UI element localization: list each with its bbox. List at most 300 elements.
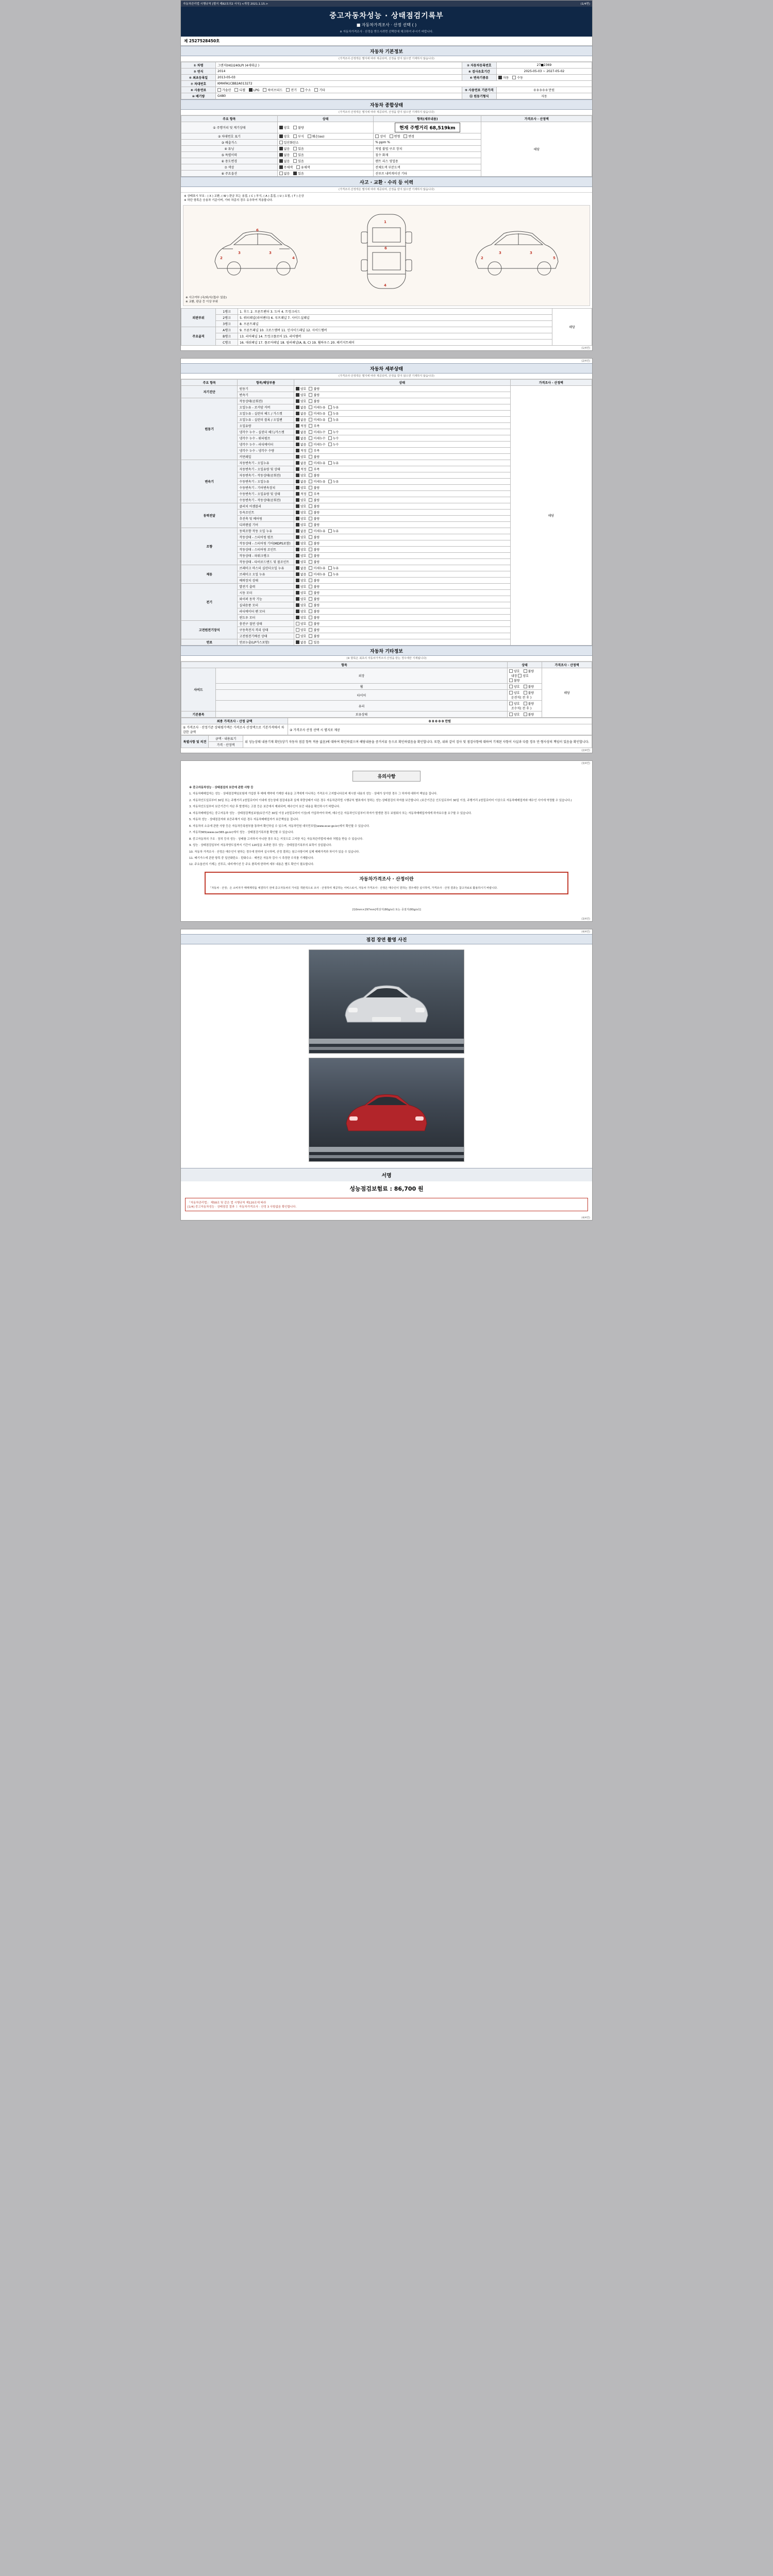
- checkbox-불량[interactable]: [309, 516, 320, 521]
- checkbox-label: 없음: [300, 573, 307, 577]
- checkbox-achromatic[interactable]: 무채색: [279, 165, 293, 170]
- checkbox-label: 양호: [300, 517, 307, 521]
- checkbox-양호[interactable]: [296, 535, 307, 539]
- page-number: (1/4면): [580, 3, 590, 6]
- checkbox-양호[interactable]: [296, 516, 307, 521]
- checkbox-없음[interactable]: [296, 640, 307, 645]
- checkbox-양호[interactable]: [296, 510, 307, 515]
- checkbox-label: 양호: [300, 455, 307, 459]
- checkbox-누유[interactable]: [328, 566, 339, 570]
- table-row: [181, 75, 592, 81]
- checkbox-불량[interactable]: [309, 541, 320, 546]
- checkbox-양호[interactable]: [296, 504, 307, 509]
- overall-row-state-7: [277, 171, 374, 177]
- checkbox-누유[interactable]: [328, 417, 339, 422]
- checkbox-적정[interactable]: [296, 492, 307, 496]
- checkbox-corrosion[interactable]: 부식: [293, 134, 304, 139]
- section-basic-title: 자동차 기본정보: [181, 46, 592, 56]
- checkbox-label: 부족: [313, 449, 320, 453]
- overall-row-state-0: [277, 122, 374, 133]
- detail-item-name: 작동상태 - 스티어링 조인트: [238, 547, 294, 553]
- checkbox-미세누유[interactable]: [309, 417, 325, 422]
- title-subtitle: ■ 자동차가격조사 · 산정 선택 ( ): [356, 23, 417, 27]
- diagram-side-right: [468, 213, 566, 290]
- detail-item-state: [294, 454, 510, 460]
- table-row: [181, 386, 592, 392]
- checkbox-누유[interactable]: [328, 405, 339, 410]
- table-row: [181, 333, 592, 340]
- svg-text:1: 1: [383, 220, 386, 224]
- checkbox-label: 불량: [313, 517, 320, 521]
- svg-text:2: 2: [220, 256, 223, 260]
- checkbox-불량[interactable]: [309, 510, 320, 515]
- checkbox-불량[interactable]: [309, 590, 320, 595]
- notice-item-11: 12. 주요옵션의 기재는 선루프, 내비게이션 등 주요 품목에 한하며 세부 내용은 별도 확인이 필요합니다.: [189, 863, 314, 867]
- detail-item-state: [294, 398, 510, 404]
- checkbox-양호[interactable]: [296, 522, 307, 527]
- checkbox-label: 없음: [300, 641, 307, 645]
- detail-item-state: [294, 491, 510, 497]
- detail-group-0: 자기진단: [181, 386, 238, 398]
- checkbox-co[interactable]: 일산화탄소: [279, 140, 299, 145]
- checkbox-none[interactable]: 없음: [279, 152, 290, 157]
- detail-item-state: [294, 435, 510, 442]
- overall-col-detail: 항목(세부내용): [374, 116, 481, 122]
- basic-value-price: 0 0 0 0 0 만원: [496, 87, 592, 93]
- guarantee-box: [205, 872, 568, 895]
- checkbox-fuel-electric[interactable]: 전기: [286, 88, 297, 92]
- checkbox-label: 없음: [300, 406, 307, 410]
- detail-item-name: 오일누유 - 실린더 블록 / 오일팬: [238, 417, 294, 423]
- checkbox-불량[interactable]: [309, 609, 320, 614]
- detail-item-name: 작동상태 - 스티어링 펌프: [238, 534, 294, 540]
- checkbox-different[interactable]: 상이: [375, 134, 386, 139]
- basic-value-fuel: [216, 87, 462, 93]
- checkbox-label: 미세누유: [313, 412, 326, 416]
- checkbox-label: 누유: [332, 530, 339, 533]
- detail-group-4: 조향: [181, 528, 238, 565]
- other-col-price: 가격조사 · 산정액: [542, 662, 592, 668]
- checkbox-미세누유[interactable]: [309, 411, 325, 416]
- checkbox-양호[interactable]: [296, 473, 307, 478]
- checkbox-있음[interactable]: [309, 640, 320, 645]
- rank-2-items: 5. 쿼터패널(리어팬더) 6. 루프패널 7. 사이드실패널: [238, 315, 552, 321]
- detail-item-state: [294, 442, 510, 448]
- checkbox-trans-manual[interactable]: 수동: [512, 75, 523, 80]
- checkbox-미세누유[interactable]: [309, 566, 325, 570]
- checkbox-deformed[interactable]: 변형: [390, 134, 400, 139]
- checkbox-누유[interactable]: [328, 572, 339, 577]
- form-code: 자동차관리법 시행규칙 [별지 제82호의2 서식] <개정 2021.1.15.>: [183, 3, 268, 6]
- basic-value-regno: 27■2369: [496, 62, 592, 69]
- special-notes-sub-1: 금액 · 내용표기: [209, 736, 243, 742]
- section-other-title: 자동차 기타정보: [181, 646, 592, 656]
- checkbox-없음[interactable]: [296, 405, 307, 410]
- checkbox-적정[interactable]: [296, 467, 307, 471]
- table-header-row: [181, 116, 592, 122]
- checkbox-chromatic[interactable]: 유채색: [296, 165, 310, 170]
- checkbox-부족[interactable]: [309, 423, 320, 428]
- checkbox-none[interactable]: 없음: [279, 159, 290, 163]
- checkbox-불량[interactable]: [309, 454, 320, 459]
- checkbox-불량[interactable]: [309, 393, 320, 397]
- detail-item-name: 고전원전기배선 상태: [238, 633, 294, 639]
- inspection-photo-rear: [309, 1058, 464, 1162]
- overall-col-main: 주요 항목: [181, 116, 278, 122]
- checkbox-불량[interactable]: [309, 621, 320, 626]
- checkbox-label: 불량: [313, 474, 320, 478]
- sheet-2: [180, 358, 593, 753]
- checkbox-damage[interactable]: 훼손(oo): [308, 134, 325, 139]
- detail-item-name: 변속기: [238, 392, 294, 398]
- checkbox-good[interactable]: 양호: [509, 690, 520, 695]
- table-row: [181, 62, 592, 69]
- checkbox-양호[interactable]: [296, 386, 307, 391]
- checkbox-bad[interactable]: 불량: [524, 701, 534, 706]
- checkbox-양호[interactable]: [296, 578, 307, 583]
- checkbox-불량[interactable]: [309, 634, 320, 638]
- accident-price-cell: 해당: [552, 309, 592, 346]
- detail-item-state: [294, 528, 510, 534]
- checkbox-label: 양호: [300, 610, 307, 614]
- detail-item-name: 자동변속기 - 오일누유: [238, 460, 294, 466]
- sheet-4: [180, 929, 593, 1221]
- checkbox-fuel-hybrid[interactable]: 하이브리드: [263, 88, 282, 92]
- detail-col-main: 주요 항목: [181, 380, 238, 386]
- overall-row-label-4: ⑤ 특별이력: [181, 152, 278, 158]
- checkbox-label: 미세누유: [313, 567, 326, 570]
- table-row: [181, 736, 592, 742]
- checkbox-양호[interactable]: [296, 628, 307, 632]
- detail-item-state: [294, 386, 510, 392]
- checkbox-없음[interactable]: [296, 442, 307, 447]
- checkbox-누유[interactable]: [328, 529, 339, 533]
- checkbox-trans-auto[interactable]: 자동: [498, 75, 509, 80]
- special-notes-sub-2: 가격 · 산정액: [209, 742, 243, 748]
- svg-text:6: 6: [384, 246, 387, 250]
- checkbox-label: 누유: [332, 480, 339, 484]
- detail-item-name: 실내송풍 모터: [238, 602, 294, 608]
- other-item-glass: 유리: [216, 701, 508, 711]
- detail-item-state: [294, 429, 510, 435]
- checkbox-불량[interactable]: [309, 399, 320, 403]
- checkbox-불량[interactable]: [309, 597, 320, 601]
- checkbox-fuel-other[interactable]: 기타: [314, 88, 325, 92]
- checkbox-label: 불량: [313, 523, 320, 527]
- detail-item-name: 오일유량: [238, 423, 294, 429]
- checkbox-누유[interactable]: [328, 479, 339, 484]
- checkbox-누유[interactable]: [328, 461, 339, 465]
- checkbox-label: 부족: [313, 493, 320, 496]
- checkbox-미세누유[interactable]: [309, 572, 325, 577]
- table-row: [181, 701, 592, 711]
- detail-item-name: 자동변속기 - 작동상태(공회전): [238, 472, 294, 479]
- checkbox-불량[interactable]: [309, 485, 320, 490]
- rank-group-frame: 주요골격: [181, 327, 216, 346]
- table-row: [181, 668, 592, 684]
- checkbox-label: 미세누수: [313, 431, 326, 434]
- checkbox-없음[interactable]: [296, 461, 307, 465]
- checkbox-양호[interactable]: [296, 590, 307, 595]
- detail-item-name: 자동변속기 - 오일유량 및 상태: [238, 466, 294, 472]
- checkbox-fuel-gasoline[interactable]: 가솔린: [217, 88, 231, 92]
- notice-item-8: 9. 성능 · 상태점검일부터 자동차양도일까지 기간이 120일을 초과한 경우 성능 · 상태점검기록부의 효력이 상실됩니다.: [189, 844, 332, 848]
- checkbox-없음[interactable]: [296, 430, 307, 434]
- checkbox-양호[interactable]: [296, 454, 307, 459]
- basic-label-firstreg: ⑤ 최초등록일: [181, 75, 216, 81]
- detail-group-6: 전기: [181, 584, 238, 621]
- checkbox-fuel-hydrogen[interactable]: 수소: [300, 88, 311, 92]
- overall-row-label-1: ② 차대번호 표기: [181, 133, 278, 140]
- checkbox-미세누수[interactable]: [309, 442, 325, 447]
- checkbox-미세누수[interactable]: [309, 430, 325, 434]
- detail-item-name: 수동변속기 - 작동상태(공회전): [238, 497, 294, 503]
- overall-row-label-5: ⑥ 용도변경: [181, 158, 278, 164]
- checkbox-label: 적정: [300, 449, 307, 453]
- checkbox-label: 양호: [300, 598, 307, 601]
- checkbox-미세누수[interactable]: [309, 436, 325, 440]
- svg-text:4: 4: [383, 283, 386, 287]
- checkbox-bad[interactable]: 불량: [293, 125, 304, 130]
- detail-item-name: 동력조향 작동 오일 누유: [238, 528, 294, 534]
- checkbox-불량[interactable]: [309, 584, 320, 589]
- checkbox-none[interactable]: 없음: [279, 146, 290, 151]
- lift-rail-3: [309, 1147, 464, 1152]
- table-header-row: [181, 662, 592, 668]
- lift-rail-1: [309, 1039, 464, 1044]
- basic-label-vin: ⑦ 차대번호: [181, 81, 216, 87]
- checkbox-bad[interactable]: 불량: [524, 690, 534, 695]
- checkbox-불량[interactable]: [309, 504, 320, 509]
- detail-item-state: [294, 596, 510, 602]
- diagram-side-left: [207, 213, 305, 290]
- detail-item-name: 브레이크 오일 누유: [238, 571, 294, 578]
- detail-item-state: [294, 621, 510, 627]
- price-summary-table: [181, 718, 592, 735]
- checkbox-양호[interactable]: [296, 597, 307, 601]
- checkbox-양호[interactable]: [296, 609, 307, 614]
- checkbox-미세누유[interactable]: [309, 461, 325, 465]
- notice-body: [181, 786, 592, 906]
- checkbox-불량[interactable]: [309, 535, 320, 539]
- other-state-exterior: [508, 668, 542, 684]
- basic-label-year: ③ 연식: [181, 69, 216, 75]
- checkbox-불량[interactable]: [309, 522, 320, 527]
- checkbox-불량[interactable]: [309, 498, 320, 502]
- checkbox-bad[interactable]: 불량: [524, 669, 534, 673]
- svg-text:4: 4: [292, 256, 295, 260]
- section-accident-sub: (가격조사·산정액은 별지에 따라 제공되며, 산정을 받지 않으면 기재하지 않습니다): [181, 187, 592, 193]
- checkbox-label: 양호: [300, 561, 307, 564]
- overall-row-state-2: [277, 140, 374, 146]
- checkbox-bad[interactable]: 불량: [524, 712, 534, 717]
- checkbox-없음[interactable]: [296, 417, 307, 422]
- overall-row-detail-4: 침수 화재: [374, 152, 481, 158]
- checkbox-fuel-diesel[interactable]: 디젤: [234, 88, 245, 92]
- checkbox-label: 불량: [313, 598, 320, 601]
- checkbox-exists[interactable]: 있음: [293, 152, 304, 157]
- table-row: [181, 684, 592, 690]
- checkbox-label: 불량: [313, 610, 320, 614]
- other-table: [181, 662, 592, 718]
- checkbox-양호[interactable]: [296, 553, 307, 558]
- checkbox-good[interactable]: 양호: [509, 669, 520, 673]
- detail-item-state: [294, 608, 510, 615]
- checkbox-없음[interactable]: [296, 436, 307, 440]
- detail-item-state: [294, 510, 510, 516]
- detail-item-name: 윈도우 모터: [238, 615, 294, 621]
- detail-item-name: 와이퍼 동작 기능: [238, 596, 294, 602]
- checkbox-label: 누유: [332, 418, 339, 422]
- checkbox-good[interactable]: 양호: [509, 701, 520, 706]
- checkbox-label: 양호: [300, 499, 307, 502]
- notice-item-4: 5. 자동차 성능 · 상태점검자와 보증주체가 다른 경우 자동차매매업자가 보증책임을 집니다.: [189, 818, 299, 822]
- guarantee-body: 「자동차 · 산정」은 소비자가 매매계약을 체결하기 전에 중고자동차의 가치를 객관적으로 조사 · 산정하여 제공하는 서비스로서, 자동차 가격조사 · 산정은 매수인이 원하는 경우에만 실시하며, 가격조사 · 산정 결과는 참고자료로 활용하시기 바랍니다.: [209, 886, 498, 890]
- checkbox-label: 누수: [332, 437, 339, 440]
- checkbox-exists[interactable]: 있음: [293, 159, 304, 163]
- photo-footer-2: [1/4] 중고자동차성능 · 상태점검 결과 ㅣ 자동차가격조사 · 산정 3 사항없음 확인합니다.: [188, 1206, 297, 1209]
- checkbox-불량[interactable]: [309, 547, 320, 552]
- checkbox-없음[interactable]: [296, 479, 307, 484]
- checkbox-양호[interactable]: [296, 560, 307, 564]
- checkbox-적정[interactable]: [296, 448, 307, 453]
- checkbox-label: 양호: [300, 536, 307, 539]
- detail-item-state: [294, 590, 510, 596]
- checkbox-양호[interactable]: [296, 485, 307, 490]
- final-price-label: 최종 가격조사 · 산정 금액: [181, 718, 288, 724]
- checkbox-불량[interactable]: [309, 553, 320, 558]
- notice-item-9: 10. 자동차 가격조사 · 산정은 매수인이 원하는 경우에 한하여 실시하며, 산정 결과는 참고사항이며 실제 매매가격과 차이가 있을 수 있습니다.: [189, 850, 360, 854]
- checkbox-exists[interactable]: 있음: [293, 146, 304, 151]
- basic-value-engine: 자동: [496, 93, 592, 99]
- checkbox-label: 부족: [313, 425, 320, 428]
- detail-item-name: 브레이크 마스터 실린더오일 누유: [238, 565, 294, 571]
- page-title: 중고자동차성능 · 상태점검기록부: [329, 12, 444, 20]
- checkbox-none[interactable]: 없음: [279, 171, 290, 176]
- checkbox-양호[interactable]: [296, 634, 307, 638]
- checkbox-누수[interactable]: [328, 430, 339, 434]
- basic-value-inspection: 2025-05-03 ~ 2027-05-02: [496, 69, 592, 75]
- special-notes-text: 위 성능상태 내용기재 확인(상기 자동차 점검 항목 적용 없음)에 대하여 확인하였으며 해당내용을 증거서류 등으로 확인하였음을 확인합니다. 또한, 위와 같이 검사 및 점검사항에 대하여 기재된 사항이 사실과 다를 경우 민·형사상의 책임이 있음을 확인합니다.: [243, 736, 592, 748]
- checkbox-양호[interactable]: [296, 399, 307, 403]
- detail-item-state: [294, 460, 510, 466]
- checkbox-양호[interactable]: [296, 615, 307, 620]
- svg-text:3: 3: [499, 251, 502, 255]
- checkbox-good[interactable]: 양호: [518, 673, 529, 678]
- detail-item-name: 디퍼렌셜 기어: [238, 522, 294, 528]
- checkbox-good[interactable]: 양호: [509, 712, 520, 717]
- table-row: [181, 327, 592, 333]
- checkbox-label: 양호: [300, 635, 307, 638]
- checkbox-부족[interactable]: [309, 492, 320, 496]
- overall-row-detail-5: 렌트 리스 영업용: [374, 158, 481, 164]
- checkbox-불량[interactable]: [309, 560, 320, 564]
- overall-row-state-4: [277, 152, 374, 158]
- checkbox-양호[interactable]: [296, 498, 307, 502]
- detail-item-name: 냉각수 누수 - 실린더 헤드/가스켓: [238, 429, 294, 435]
- checkbox-양호[interactable]: [296, 541, 307, 546]
- checkbox-없음[interactable]: [296, 411, 307, 416]
- checkbox-label: 미세누수: [313, 443, 326, 447]
- detail-item-name: 냉각수 누수 - 워터펌프: [238, 435, 294, 442]
- checkbox-부족[interactable]: [309, 467, 320, 471]
- checkbox-양호[interactable]: [296, 547, 307, 552]
- other-state-glass: [508, 701, 542, 711]
- checkbox-누유[interactable]: [328, 411, 339, 416]
- checkbox-bad[interactable]: 불량: [524, 684, 534, 689]
- accident-rank-table: [181, 308, 592, 346]
- basic-value-trans: [496, 75, 592, 81]
- insurance-fee-value: 86,700 원: [394, 1185, 424, 1193]
- checkbox-good[interactable]: 양호: [509, 684, 520, 689]
- checkbox-label: 없음: [300, 418, 307, 422]
- checkbox-label: 누유: [332, 406, 339, 410]
- other-state-hold: [508, 711, 542, 718]
- checkbox-불량[interactable]: [309, 615, 320, 620]
- checkbox-label: 적정: [300, 493, 307, 496]
- page-header-3: (3/4면): [581, 762, 590, 765]
- checkbox-양호[interactable]: [296, 393, 307, 397]
- checkbox-changed[interactable]: 변경: [404, 134, 414, 139]
- checkbox-exists[interactable]: 있음: [293, 171, 304, 176]
- checkbox-양호[interactable]: [296, 621, 307, 626]
- checkbox-부족[interactable]: [309, 448, 320, 453]
- table-row: [181, 724, 592, 735]
- table-row: [181, 315, 592, 321]
- checkbox-없음[interactable]: [296, 529, 307, 533]
- checkbox-good[interactable]: 양호: [279, 134, 290, 139]
- other-item-wheel: 휠: [216, 684, 508, 690]
- other-state-tire: [508, 690, 542, 701]
- checkbox-label: 양호: [300, 585, 307, 589]
- diagram-note-1: ※ 사고여부 (국/외/사/결/수 있음): [186, 296, 227, 299]
- checkbox-양호[interactable]: [296, 603, 307, 607]
- detail-item-state: [294, 547, 510, 553]
- page-footer-2: (2/4면): [581, 749, 590, 752]
- basic-value-disp: G480: [216, 93, 462, 99]
- checkbox-양호[interactable]: [296, 584, 307, 589]
- detail-group-7: 고전원전기장치: [181, 621, 238, 639]
- notice-item-0: 1. 자동차매매업자는 성능 · 상태점검책임보험에 가입한 후 매매 계약에 기재한 내용을 고객에게 아니하는 가격조사 고지합니다로써 제시한 내용의 성능 · 상태가 상이한 경우 그 하자에 대하여 책임을 집니다.: [189, 792, 438, 796]
- checkbox-불량[interactable]: [309, 628, 320, 632]
- checkbox-good[interactable]: 양호: [279, 125, 290, 130]
- detail-item-state: [294, 578, 510, 584]
- checkbox-적정[interactable]: [296, 423, 307, 428]
- checkbox-bad[interactable]: 불량: [509, 678, 520, 683]
- checkbox-불량[interactable]: [309, 473, 320, 478]
- detail-item-name: 커먼레일: [238, 454, 294, 460]
- checkbox-불량[interactable]: [309, 603, 320, 607]
- checkbox-누수[interactable]: [328, 436, 339, 440]
- detail-group-5: 제동: [181, 565, 238, 584]
- notice-item-6: 7. 자동차365(www.car365.go.kr)에서 성능 · 상태점검기록부를 확인할 수 있습니다.: [189, 831, 294, 835]
- checkbox-없음[interactable]: [296, 566, 307, 570]
- checkbox-없음[interactable]: [296, 572, 307, 577]
- checkbox-label: 불량: [313, 591, 320, 595]
- basic-label-inspection: ④ 검사유효기간: [462, 69, 496, 75]
- rank-b-label: B랭크: [216, 333, 238, 340]
- accident-legend-2: ※ 하단 항목은 승용차 기준이며, 기타 차종의 경우 유추하여 적용합니다.: [184, 199, 273, 202]
- checkbox-불량[interactable]: [309, 578, 320, 583]
- checkbox-미세누유[interactable]: [309, 479, 325, 484]
- checkbox-누수[interactable]: [328, 442, 339, 447]
- section-accident-title: 사고 · 교환 · 수리 등 이력: [181, 177, 592, 187]
- checkbox-불량[interactable]: [309, 386, 320, 391]
- checkbox-fuel-lpg[interactable]: LPG: [249, 88, 260, 92]
- checkbox-미세누유[interactable]: [309, 529, 325, 533]
- detail-item-state: [294, 448, 510, 454]
- checkbox-미세누유[interactable]: [309, 405, 325, 410]
